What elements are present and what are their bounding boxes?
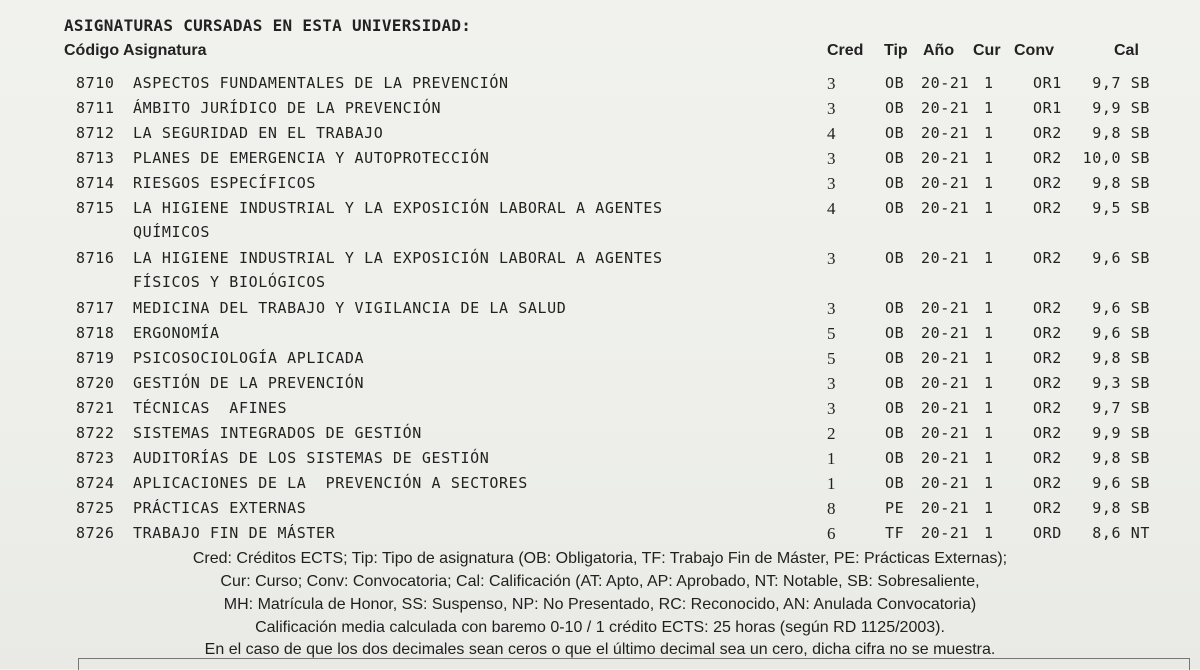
cell-tip: OB — [885, 149, 905, 167]
col-header-conv: Conv — [1014, 42, 1054, 59]
cell-cred: 3 — [827, 249, 837, 268]
table-row — [0, 399, 1200, 423]
cell-ano: 20-21 — [921, 524, 970, 542]
cell-name: SISTEMAS INTEGRADOS DE GESTIÓN — [133, 424, 422, 442]
cell-conv: OR2 — [1033, 174, 1062, 192]
table-row — [0, 474, 1200, 498]
cell-cal: 9,5 SB — [1092, 199, 1150, 217]
table-row — [0, 324, 1200, 348]
table-row — [0, 99, 1200, 123]
cell-code: 8710 — [76, 74, 115, 92]
cell-cred: 5 — [827, 324, 837, 343]
table-row — [0, 424, 1200, 448]
cell-cred: 3 — [827, 299, 837, 318]
cell-tip: OB — [885, 99, 905, 117]
col-header-cred: Cred — [827, 42, 864, 59]
cell-cal: 9,9 SB — [1092, 99, 1150, 117]
cell-ano: 20-21 — [921, 499, 970, 517]
cell-tip: OB — [885, 174, 905, 192]
table-row — [0, 199, 1200, 241]
cell-code: 8712 — [76, 124, 115, 142]
cell-cur: 1 — [984, 249, 994, 267]
cell-cal: 9,8 SB — [1092, 499, 1150, 517]
cell-ano: 20-21 — [921, 149, 970, 167]
col-header-tip: Tip — [884, 42, 908, 59]
cell-cur: 1 — [984, 174, 994, 192]
cell-cred: 3 — [827, 74, 837, 93]
cell-name-continuation: FÍSICOS Y BIOLÓGICOS — [133, 273, 326, 291]
cell-name: PLANES DE EMERGENCIA Y AUTOPROTECCIÓN — [133, 149, 490, 167]
cell-name: RIESGOS ESPECÍFICOS — [133, 174, 316, 192]
cell-cal: 9,8 SB — [1092, 449, 1150, 467]
legend-line: MH: Matrícula de Honor, SS: Suspenso, NP: No Presentado, RC: Reconocido, AN: Anulada Convocatoria) — [223, 596, 977, 613]
cell-cred: 3 — [827, 149, 837, 168]
table-row — [0, 499, 1200, 523]
cell-tip: PE — [885, 499, 905, 517]
legend-line: Cred: Créditos ECTS; Tip: Tipo de asignatura (OB: Obligatoria, TF: Trabajo Fin de Máster, PE: Prácticas Externas); — [192, 550, 1008, 567]
cell-name: TRABAJO FIN DE MÁSTER — [133, 524, 336, 542]
cell-cal: 9,6 SB — [1092, 299, 1150, 317]
cell-tip: OB — [885, 74, 905, 92]
cell-conv: OR2 — [1033, 499, 1062, 517]
table-row — [0, 299, 1200, 323]
table-row — [0, 349, 1200, 373]
cell-cur: 1 — [984, 349, 994, 367]
cell-code: 8721 — [76, 399, 115, 417]
cell-name: MEDICINA DEL TRABAJO Y VIGILANCIA DE LA SALUD — [133, 299, 567, 317]
cell-code: 8714 — [76, 174, 115, 192]
cell-ano: 20-21 — [921, 299, 970, 317]
cell-cal: 9,8 SB — [1092, 174, 1150, 192]
cell-code: 8717 — [76, 299, 115, 317]
cell-name: TÉCNICAS AFINES — [133, 399, 288, 417]
cell-name: ÁMBITO JURÍDICO DE LA PREVENCIÓN — [133, 99, 442, 117]
cell-code: 8713 — [76, 149, 115, 167]
cell-conv: OR2 — [1033, 374, 1062, 392]
cell-cur: 1 — [984, 374, 994, 392]
cell-name: PSICOSOCIOLOGÍA APLICADA — [133, 349, 365, 367]
cell-conv: OR2 — [1033, 299, 1062, 317]
legend-line: Calificación media calculada con baremo 0-10 / 1 crédito ECTS: 25 horas (según RD 1125/2003). — [255, 619, 945, 636]
cell-conv: OR2 — [1033, 349, 1062, 367]
cell-cal: 9,7 SB — [1092, 74, 1150, 92]
cell-code: 8719 — [76, 349, 115, 367]
cell-cur: 1 — [984, 424, 994, 442]
cell-ano: 20-21 — [921, 374, 970, 392]
cell-cred: 1 — [827, 474, 837, 493]
cell-cur: 1 — [984, 474, 994, 492]
table-row — [0, 149, 1200, 173]
cell-name: AUDITORÍAS DE LOS SISTEMAS DE GESTIÓN — [133, 449, 490, 467]
cell-conv: OR2 — [1033, 474, 1062, 492]
cell-name: LA HIGIENE INDUSTRIAL Y LA EXPOSICIÓN LABORAL A AGENTES — [133, 199, 663, 217]
cell-tip: OB — [885, 299, 905, 317]
cell-ano: 20-21 — [921, 99, 970, 117]
cell-name: LA HIGIENE INDUSTRIAL Y LA EXPOSICIÓN LABORAL A AGENTES — [133, 249, 663, 267]
cell-tip: OB — [885, 374, 905, 392]
col-header-cal: Cal — [1114, 42, 1139, 59]
cell-ano: 20-21 — [921, 324, 970, 342]
cell-conv: OR2 — [1033, 199, 1062, 217]
cell-ano: 20-21 — [921, 249, 970, 267]
cell-cal: 8,6 NT — [1092, 524, 1150, 542]
cell-name-continuation: QUÍMICOS — [133, 223, 211, 241]
cell-cred: 3 — [827, 399, 837, 418]
cell-tip: OB — [885, 474, 905, 492]
legend-line: En el caso de que los dos decimales sean ceros o que el último decimal sea un cero, dicha cifra no se muestra. — [204, 641, 996, 658]
cell-tip: OB — [885, 349, 905, 367]
cell-code: 8722 — [76, 424, 115, 442]
cell-name: PRÁCTICAS EXTERNAS — [133, 499, 307, 517]
cell-cur: 1 — [984, 74, 994, 92]
cell-ano: 20-21 — [921, 349, 970, 367]
cell-cal: 9,6 SB — [1092, 249, 1150, 267]
cell-code: 8715 — [76, 199, 115, 217]
cell-conv: OR2 — [1033, 424, 1062, 442]
col-header-code-name: Código Asignatura — [64, 42, 207, 59]
table-row — [0, 74, 1200, 98]
cell-code: 8726 — [76, 524, 115, 542]
col-header-cur: Cur — [973, 42, 1001, 59]
cell-code: 8725 — [76, 499, 115, 517]
cell-tip: OB — [885, 249, 905, 267]
cell-name: APLICACIONES DE LA PREVENCIÓN A SECTORES — [133, 474, 528, 492]
cell-cred: 5 — [827, 349, 837, 368]
cell-cal: 9,7 SB — [1092, 399, 1150, 417]
cell-cred: 1 — [827, 449, 837, 468]
cell-cred: 6 — [827, 524, 837, 543]
cell-code: 8718 — [76, 324, 115, 342]
table-row — [0, 524, 1200, 548]
cell-code: 8723 — [76, 449, 115, 467]
col-header-ano: Año — [923, 42, 955, 59]
cell-name: ERGONOMÍA — [133, 324, 220, 342]
cell-cur: 1 — [984, 299, 994, 317]
cell-cur: 1 — [984, 524, 994, 542]
cell-code: 8724 — [76, 474, 115, 492]
legend-line: Cur: Curso; Conv: Convocatoria; Cal: Calificación (AT: Apto, AP: Aprobado, NT: Notable, SB: Sobresaliente, — [220, 573, 980, 590]
cell-conv: OR2 — [1033, 149, 1062, 167]
cell-name: ASPECTOS FUNDAMENTALES DE LA PREVENCIÓN — [133, 74, 509, 92]
section-heading: ASIGNATURAS CURSADAS EN ESTA UNIVERSIDAD: — [64, 16, 472, 35]
cell-cred: 4 — [827, 199, 837, 218]
cell-ano: 20-21 — [921, 449, 970, 467]
cell-cur: 1 — [984, 99, 994, 117]
cell-tip: OB — [885, 399, 905, 417]
cell-cur: 1 — [984, 199, 994, 217]
table-row — [0, 449, 1200, 473]
cell-conv: OR2 — [1033, 124, 1062, 142]
cell-cred: 3 — [827, 99, 837, 118]
cell-code: 8711 — [76, 99, 115, 117]
cell-cred: 8 — [827, 499, 837, 518]
cell-name: GESTIÓN DE LA PREVENCIÓN — [133, 374, 365, 392]
cell-ano: 20-21 — [921, 124, 970, 142]
cell-cred: 3 — [827, 174, 837, 193]
cell-conv: OR1 — [1033, 74, 1062, 92]
cell-ano: 20-21 — [921, 199, 970, 217]
cell-cur: 1 — [984, 124, 994, 142]
table-row — [0, 249, 1200, 291]
cell-cred: 2 — [827, 424, 837, 443]
cell-cur: 1 — [984, 149, 994, 167]
bottom-frame-line — [78, 658, 1190, 670]
cell-cal: 9,9 SB — [1092, 424, 1150, 442]
cell-code: 8716 — [76, 249, 115, 267]
cell-cal: 9,8 SB — [1092, 349, 1150, 367]
cell-ano: 20-21 — [921, 424, 970, 442]
cell-tip: OB — [885, 199, 905, 217]
cell-cal: 9,8 SB — [1092, 124, 1150, 142]
cell-conv: OR2 — [1033, 249, 1062, 267]
cell-cal: 9,3 SB — [1092, 374, 1150, 392]
table-row — [0, 124, 1200, 148]
cell-name: LA SEGURIDAD EN EL TRABAJO — [133, 124, 384, 142]
cell-conv: ORD — [1033, 524, 1062, 542]
cell-conv: OR1 — [1033, 99, 1062, 117]
cell-cur: 1 — [984, 499, 994, 517]
cell-ano: 20-21 — [921, 74, 970, 92]
cell-tip: OB — [885, 124, 905, 142]
cell-conv: OR2 — [1033, 324, 1062, 342]
cell-ano: 20-21 — [921, 474, 970, 492]
cell-ano: 20-21 — [921, 399, 970, 417]
cell-cal: 9,6 SB — [1092, 474, 1150, 492]
cell-cal: 10,0 SB — [1082, 149, 1150, 167]
cell-cur: 1 — [984, 399, 994, 417]
cell-cred: 4 — [827, 124, 837, 143]
cell-cur: 1 — [984, 449, 994, 467]
cell-cal: 9,6 SB — [1092, 324, 1150, 342]
cell-cur: 1 — [984, 324, 994, 342]
cell-tip: OB — [885, 324, 905, 342]
cell-ano: 20-21 — [921, 174, 970, 192]
cell-tip: OB — [885, 449, 905, 467]
cell-tip: OB — [885, 424, 905, 442]
cell-tip: TF — [885, 524, 905, 542]
table-row — [0, 174, 1200, 198]
table-row — [0, 374, 1200, 398]
cell-code: 8720 — [76, 374, 115, 392]
cell-conv: OR2 — [1033, 399, 1062, 417]
cell-cred: 3 — [827, 374, 837, 393]
cell-conv: OR2 — [1033, 449, 1062, 467]
